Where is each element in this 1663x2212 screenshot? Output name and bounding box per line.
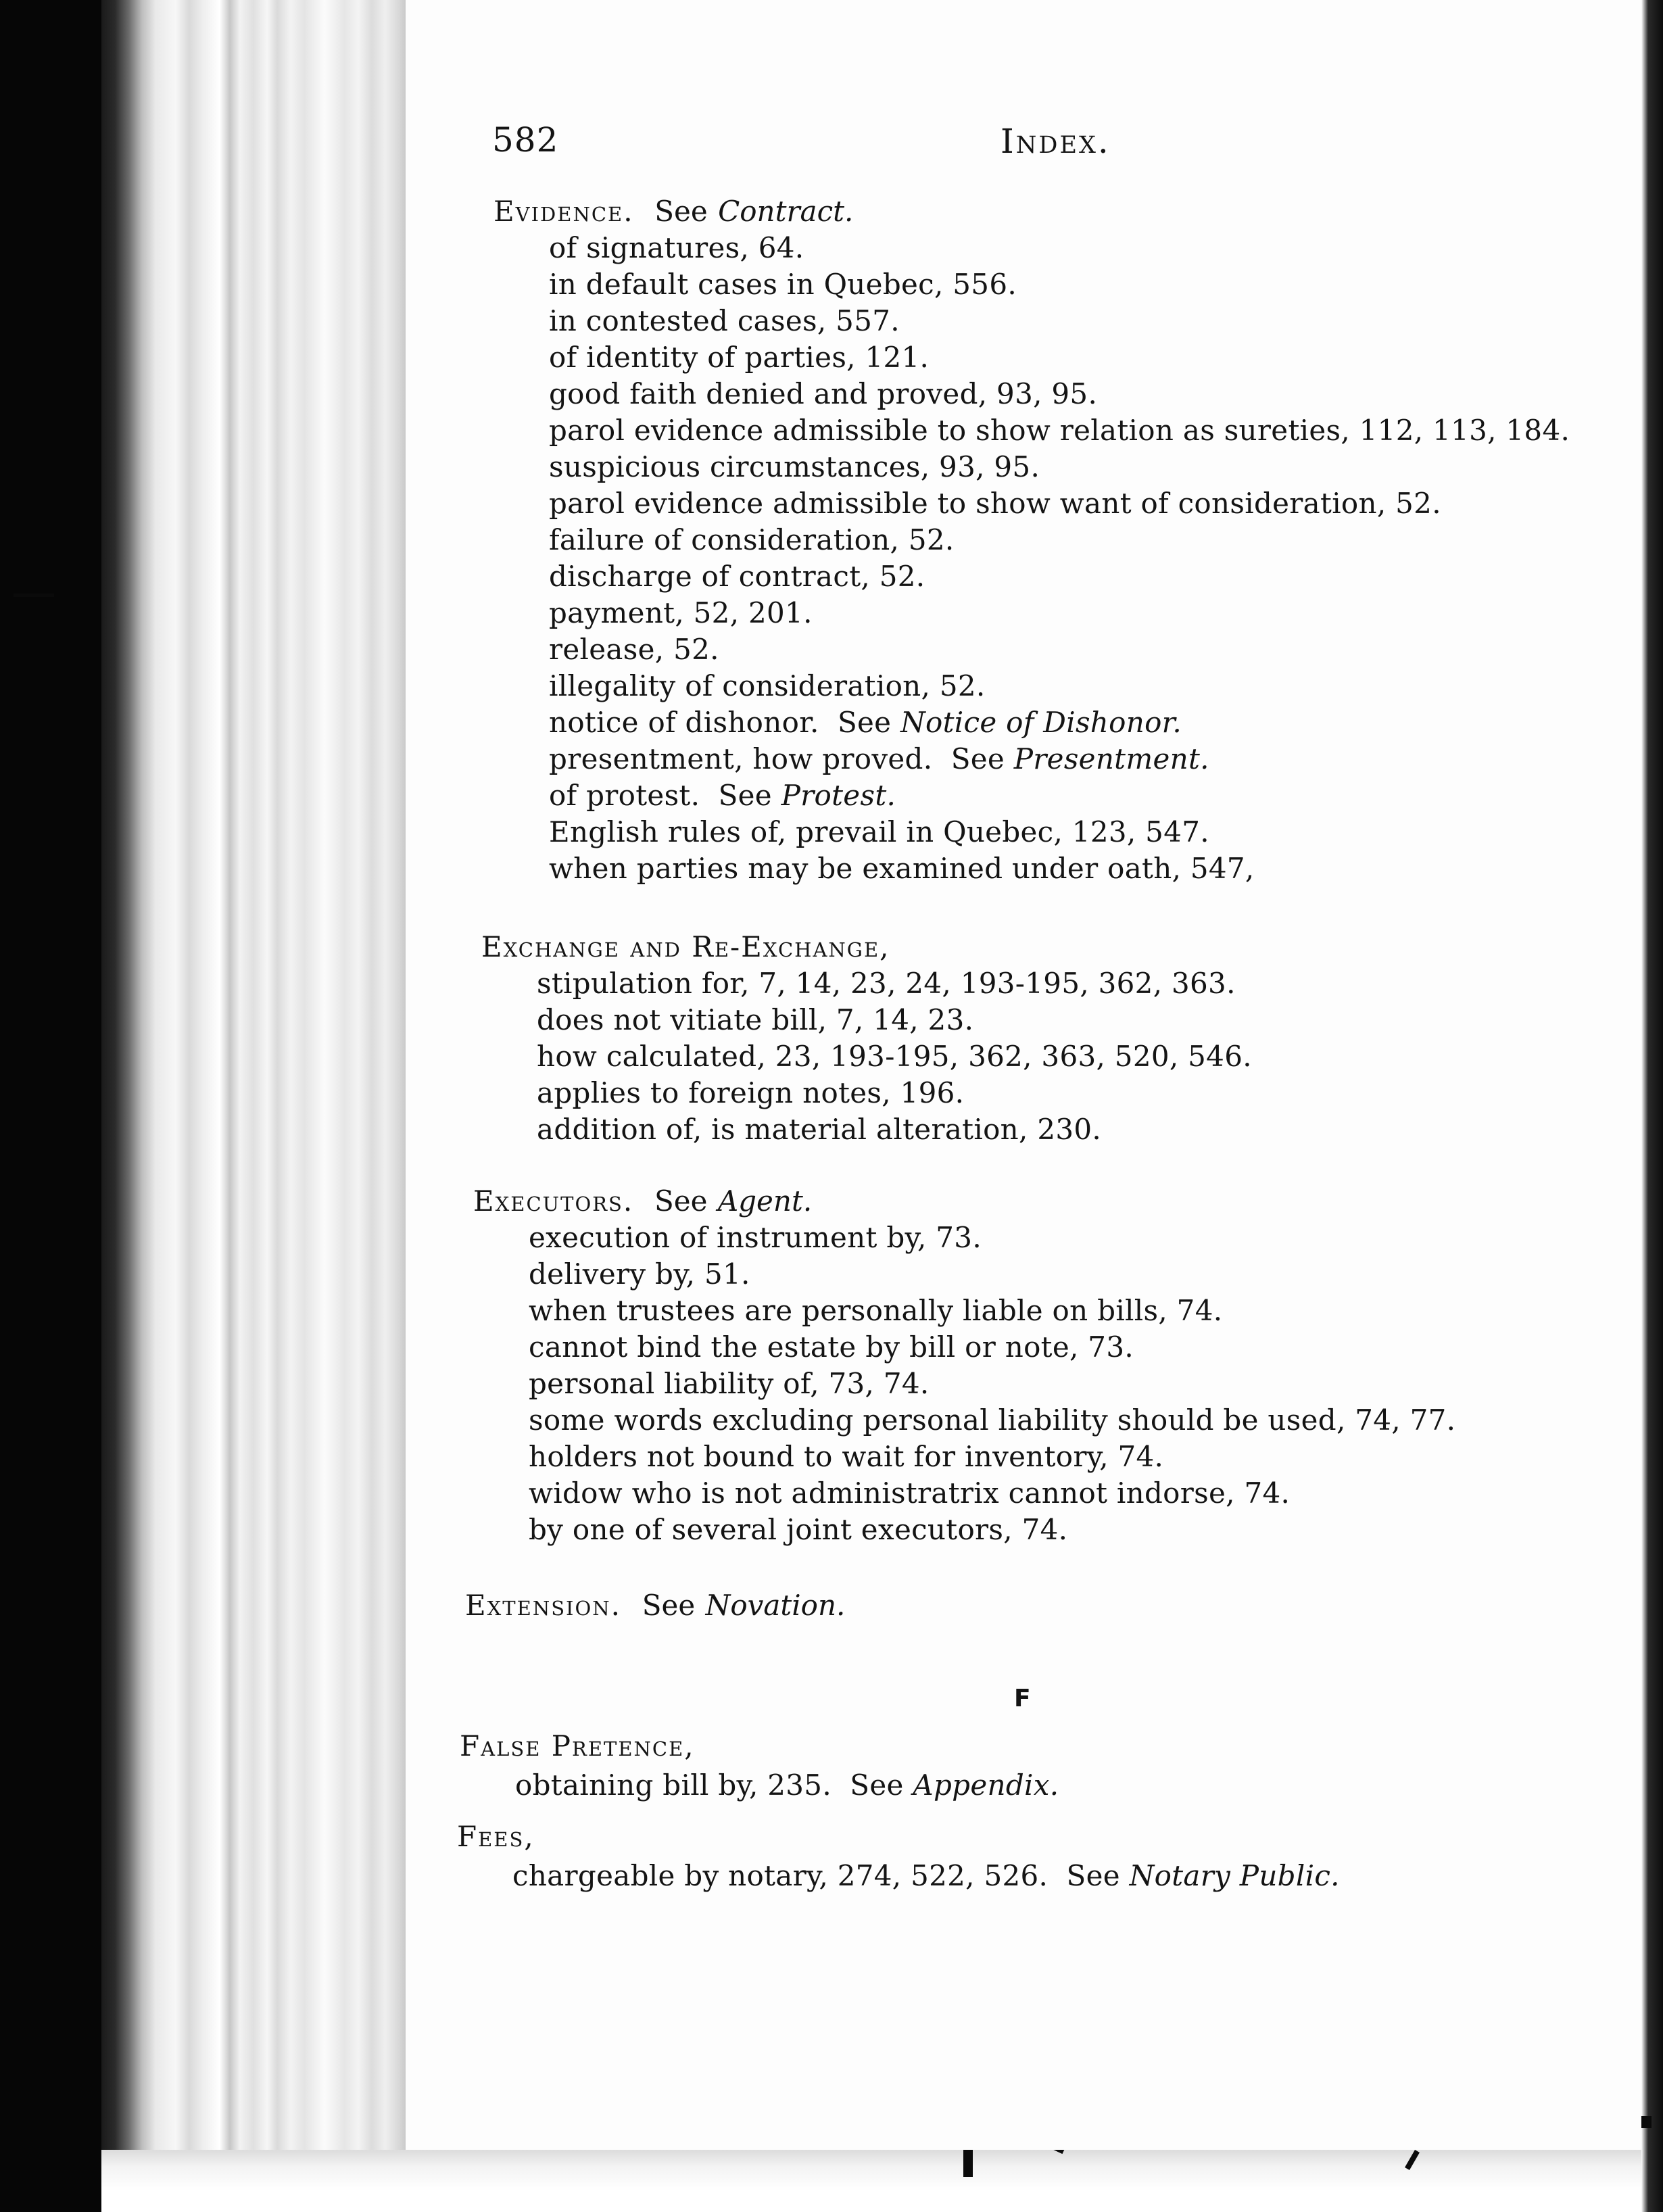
cross-reference: Contract. [718, 195, 854, 228]
sub-entry-text: chargeable by notary, 274, 522, 526. [512, 1859, 1049, 1892]
sub-entry [493, 230, 1570, 266]
cross-reference: Notary Public. [1129, 1859, 1340, 1892]
book-bottom-edge [101, 2150, 1663, 2212]
sub-entry-text: good faith denied and proved, 93, 95. [549, 377, 1098, 410]
scanner-background [0, 0, 101, 2212]
sub-entry-text: presentment, how proved. [549, 742, 933, 775]
running-head: Index. [1001, 122, 1111, 161]
sub-entry [473, 1256, 1455, 1293]
sub-entry-text: failure of consideration, 52. [549, 523, 955, 556]
scan-speck [963, 2150, 973, 2177]
see-reference-label: See [654, 195, 708, 228]
sub-entry-text: cannot bind the estate by bill or note, 73. [529, 1330, 1134, 1364]
sub-entry [473, 1220, 1455, 1256]
sub-entry-text: holders not bound to wait for inventory, 74. [529, 1440, 1164, 1473]
see-reference-label: See [718, 779, 772, 812]
sub-entry [473, 1402, 1455, 1439]
entry-term: False Pretence, [460, 1729, 695, 1762]
entry-term: Evidence. [493, 195, 634, 228]
sub-entry [481, 1002, 1252, 1038]
section-letter: F [1014, 1685, 1031, 1712]
sub-entry [457, 1858, 1340, 1894]
scan-speck [14, 594, 54, 597]
sub-entry-text: of signatures, 64. [549, 231, 804, 264]
sub-entry-text: how calculated, 23, 193-195, 362, 363, 520, 546. [537, 1040, 1252, 1073]
sub-entry [460, 1767, 1059, 1804]
index-entry [457, 1819, 1340, 1894]
right-page-border [1641, 0, 1663, 2212]
see-reference-label: See [1066, 1859, 1120, 1892]
see-reference-label: See [950, 742, 1005, 775]
sub-entry [473, 1512, 1455, 1548]
sub-entry-text: notice of dishonor. [549, 706, 819, 739]
sub-entry [493, 777, 1570, 814]
sub-entry-text: addition of, is material alteration, 230. [537, 1113, 1102, 1146]
index-entry [493, 193, 1570, 887]
see-reference-label: See [642, 1589, 696, 1622]
sub-entry-text: suspicious circumstances, 93, 95. [549, 450, 1040, 483]
sub-entry [493, 704, 1570, 741]
sub-entry-text: parol evidence admissible to show want of consideration, 52. [549, 487, 1441, 520]
sub-entry [481, 965, 1252, 1002]
sub-entry-text: when trustees are personally liable on bills, 74. [529, 1294, 1223, 1327]
cross-reference: Presentment. [1013, 742, 1209, 775]
sub-entry-text: does not vitiate bill, 7, 14, 23. [537, 1003, 974, 1036]
sub-entry-text: stipulation for, 7, 14, 23, 24, 193-195, 362, 363. [537, 967, 1236, 1000]
entry-heading [481, 929, 1252, 965]
sub-entry [481, 1075, 1252, 1111]
sub-entry-text: illegality of consideration, 52. [549, 669, 986, 702]
sub-entry [473, 1329, 1455, 1366]
sub-entry [493, 668, 1570, 704]
entry-term: Fees, [457, 1820, 535, 1853]
sub-entry [493, 376, 1570, 412]
sub-entry-text: personal liability of, 73, 74. [529, 1367, 930, 1400]
entry-heading [493, 193, 1570, 230]
cross-reference: Notice of Dishonor. [900, 706, 1182, 739]
sub-entry [473, 1366, 1455, 1402]
sub-entry-text: delivery by, 51. [529, 1257, 750, 1291]
sub-entry [493, 449, 1570, 485]
sub-entry-text: payment, 52, 201. [549, 596, 813, 629]
sub-entry [493, 558, 1570, 595]
sub-entry [473, 1439, 1455, 1475]
sub-entry [493, 522, 1570, 558]
sub-entry [473, 1475, 1455, 1512]
cross-reference: Novation. [705, 1589, 846, 1622]
index-page [406, 0, 1641, 2150]
sub-entry [493, 339, 1570, 376]
see-reference-label: See [837, 706, 892, 739]
see-reference-label: See [654, 1184, 708, 1218]
sub-entry-text: by one of several joint executors, 74. [529, 1513, 1068, 1546]
index-text [406, 0, 1641, 2150]
index-entry [481, 929, 1252, 1148]
sub-entry-text: some words excluding personal liability should be used, 74, 77. [529, 1403, 1456, 1437]
sub-entry [481, 1038, 1252, 1075]
sub-entry [493, 595, 1570, 631]
sub-entry-text: of identity of parties, 121. [549, 341, 930, 374]
sub-entry-text: of protest. [549, 779, 700, 812]
sub-entry [493, 412, 1570, 449]
sub-entry [481, 1111, 1252, 1148]
sub-entry [493, 303, 1570, 339]
entry-heading [465, 1587, 845, 1624]
entry-term: Extension. [465, 1589, 622, 1622]
sub-entry-text: discharge of contract, 52. [549, 560, 925, 593]
cross-reference: Agent. [717, 1184, 813, 1218]
sub-entry [493, 266, 1570, 303]
sub-entry-text: obtaining bill by, 235. [515, 1769, 832, 1802]
cross-reference: Appendix. [913, 1769, 1059, 1802]
see-reference-label: See [850, 1769, 904, 1802]
sub-entry-text: in contested cases, 557. [549, 304, 900, 337]
sub-entry-text: widow who is not administratrix cannot indorse, 74. [529, 1476, 1291, 1510]
sub-entry-text: execution of instrument by, 73. [529, 1221, 982, 1254]
index-entry [473, 1183, 1455, 1548]
sub-entry-text: applies to foreign notes, 196. [537, 1076, 965, 1109]
sub-entry [473, 1293, 1455, 1329]
cross-reference: Protest. [781, 779, 896, 812]
entry-term: Executors. [473, 1184, 634, 1218]
sub-entry [493, 485, 1570, 522]
sub-entry-text: release, 52. [549, 633, 719, 666]
sub-entry-text: parol evidence admissible to show relation as sureties, 112, 113, 184. [549, 414, 1570, 447]
sub-entry [493, 850, 1570, 887]
entry-heading [457, 1819, 1340, 1855]
sub-entry-text: when parties may be examined under oath, 547, [549, 852, 1255, 885]
entry-heading [473, 1183, 1455, 1220]
sub-entry [493, 631, 1570, 668]
index-entry [465, 1587, 845, 1624]
entry-term: Exchange and Re-Exchange, [481, 930, 890, 963]
sub-entry [493, 814, 1570, 850]
page-number: 582 [492, 120, 559, 160]
book-page-edges [101, 0, 412, 2150]
entry-heading [460, 1728, 1059, 1764]
sub-entry [493, 741, 1570, 777]
sub-entry-text: in default cases in Quebec, 556. [549, 268, 1017, 301]
sub-entry-text: English rules of, prevail in Quebec, 123, 547. [549, 815, 1209, 848]
index-entry [460, 1728, 1059, 1804]
